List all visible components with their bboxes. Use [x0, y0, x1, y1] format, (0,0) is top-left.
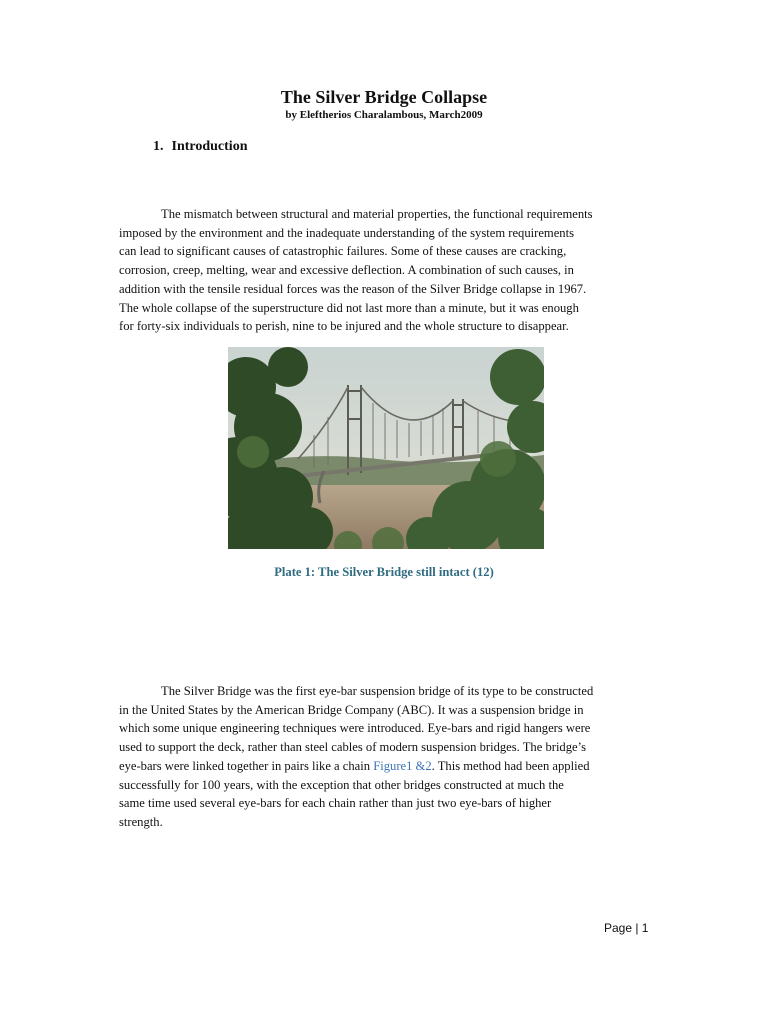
line-text: . This method had been applied — [431, 758, 590, 773]
paragraph-line: same time used several eye-bars for each chain rather than just two eye-bars of higher — [119, 796, 552, 811]
plate-caption: Plate 1: The Silver Bridge still intact (12) — [274, 565, 494, 579]
paragraph-line — [119, 757, 651, 776]
paragraph-line: used to support the deck, rather than steel cables of modern suspension bridges. The bridge’s — [119, 740, 587, 755]
paragraph-line: The whole collapse of the superstructure did not last more than a minute, but it was enough — [119, 300, 579, 315]
paragraph-line: corrosion, creep, melting, wear and excessive deflection. A combination of such causes, in — [119, 263, 574, 278]
paragraph-line: The Silver Bridge was the first eye-bar suspension bridge of its type to be constructed — [161, 684, 594, 698]
paragraph-line: which some unique engineering techniques were introduced. Eye-bars and rigid hangers were — [119, 721, 591, 736]
figure-reference-link[interactable]: Figure1 &2 — [373, 758, 432, 773]
intro-paragraph — [119, 205, 651, 336]
page-number: Page | 1 — [604, 921, 649, 935]
paragraph-line: The mismatch between structural and material properties, the functional requirements — [161, 207, 593, 221]
silver-bridge-photo — [228, 347, 544, 549]
author-byline: by Eleftherios Charalambous, March2009 — [285, 109, 483, 121]
body-paragraph — [119, 682, 651, 832]
paragraph-line: addition with the tensile residual forces was the reason of the Silver Bridge collapse in 1967. — [119, 281, 587, 296]
section-title: Introduction — [171, 139, 248, 154]
paragraph-line: strength. — [119, 814, 163, 829]
section-heading — [153, 138, 247, 156]
page-title: The Silver Bridge Collapse — [280, 87, 488, 107]
paragraph-line: imposed by the environment and the inadequate understanding of the system requirements — [119, 225, 575, 240]
line-text: eye-bars were linked together in pairs like a chain — [119, 758, 374, 773]
paragraph-line: can lead to significant causes of catastrophic failures. Some of these causes are cracking, — [119, 244, 567, 259]
paragraph-line: in the United States by the American Bridge Company (ABC). It was a suspension bridge in — [119, 702, 584, 717]
section-number: 1. — [153, 139, 164, 154]
paragraph-line: for forty-six individuals to perish, nine to be injured and the whole structure to disappear. — [119, 319, 569, 334]
paragraph-line: successfully for 100 years, with the exception that other bridges constructed at much the — [119, 777, 564, 792]
